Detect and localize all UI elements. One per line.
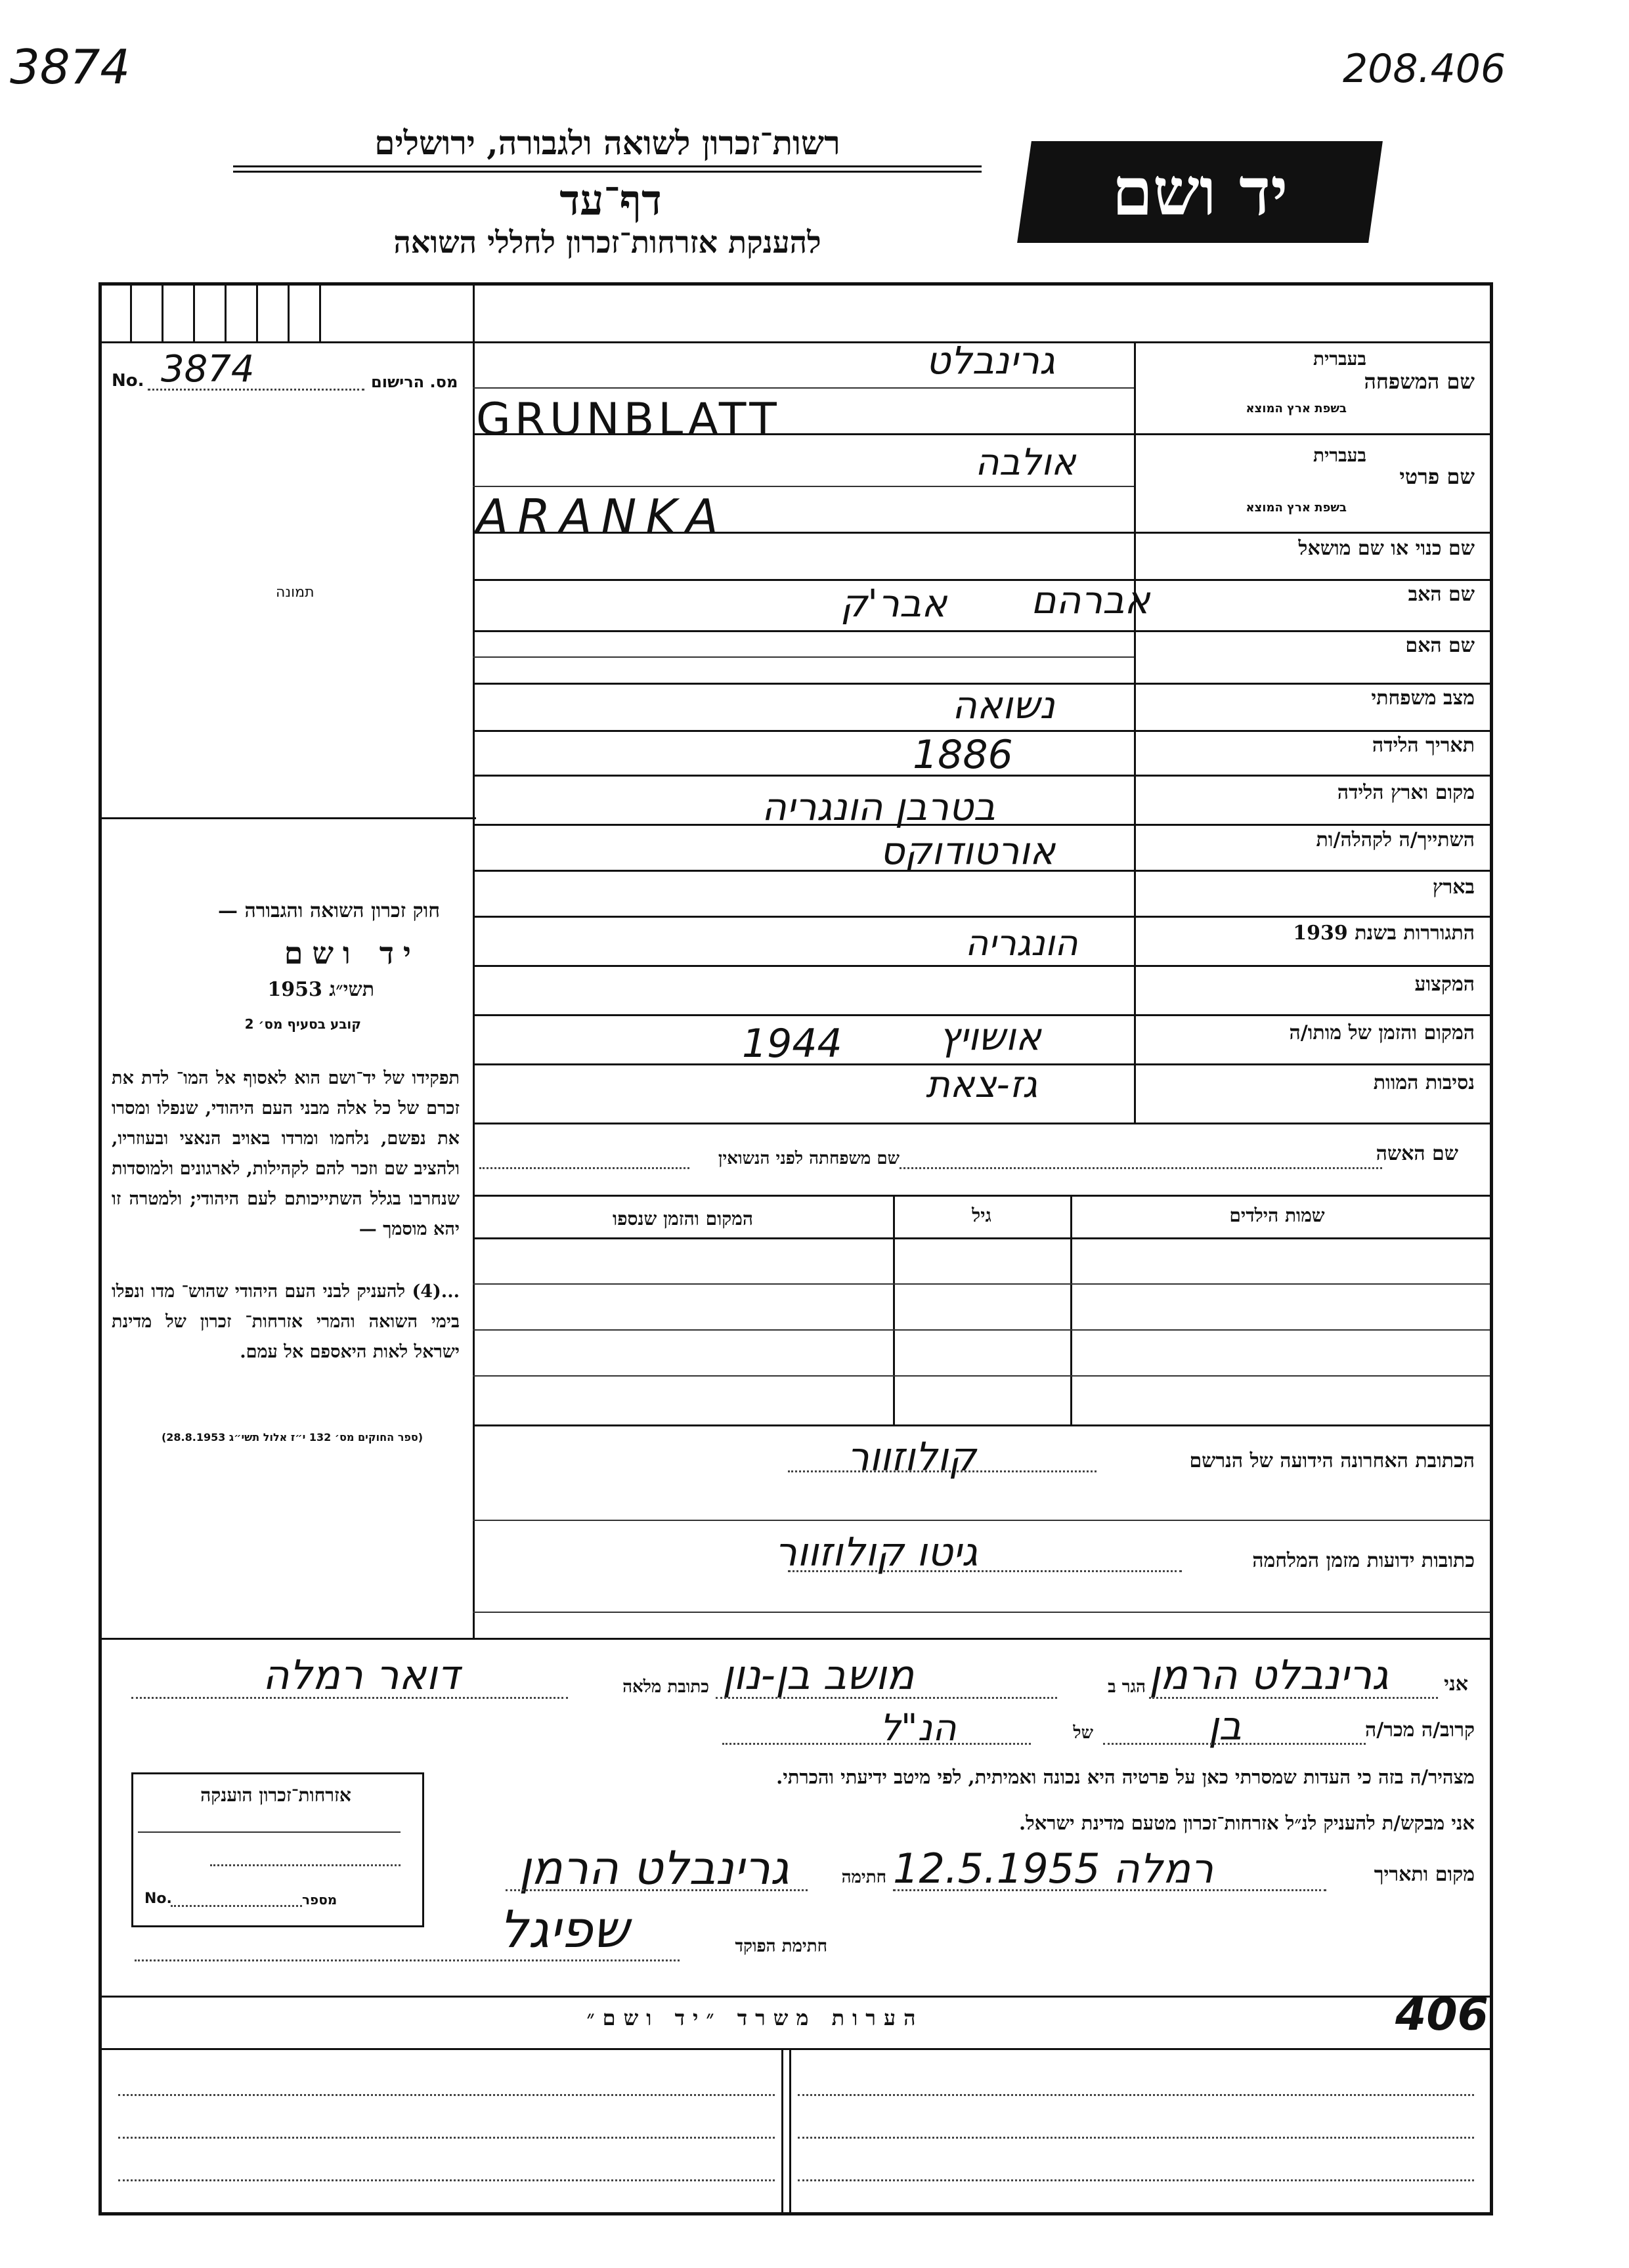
father-name-label: שם האב xyxy=(1408,583,1475,606)
war-address-label: כתובות ידועות מזמן המלחמה xyxy=(1252,1549,1475,1572)
place-date-label: מקום ותאריך xyxy=(1374,1863,1475,1886)
children-age-col: גיל xyxy=(972,1205,991,1226)
declarant-resides-label: הגר ב xyxy=(1108,1677,1146,1697)
country-label: בארץ xyxy=(1432,876,1475,899)
officer-signature-label: חתימת הפוקד xyxy=(735,1936,827,1956)
first-name-hebrew-value: אולבה xyxy=(975,441,1076,484)
place-date-value: רמלה 12.5.1955 xyxy=(893,1845,1214,1893)
full-address-label: כתובת מלאה xyxy=(622,1677,709,1697)
children-names-col: שמות הילדים xyxy=(1229,1205,1325,1226)
mother-name-label: שם האם xyxy=(1405,634,1475,657)
page-subtitle: להענקת אזרחות־זכרון לחללי השואה xyxy=(393,225,821,260)
registration-no-label: No. xyxy=(112,371,144,391)
declarant-place: מושב בן-נון xyxy=(722,1651,915,1699)
first-name-in-hebrew-label: בעברית xyxy=(1313,444,1366,466)
wife-name-label: שם האשה xyxy=(1376,1142,1458,1165)
family-name-in-hebrew-label: בעברית xyxy=(1313,348,1366,370)
birthdate-value: 1886 xyxy=(913,732,1013,778)
family-name-label: שם המשפחה xyxy=(1364,369,1475,394)
birthplace-value: בטרבן הונגריה xyxy=(762,784,996,829)
officer-signature-value: שפיגל xyxy=(499,1900,629,1959)
law-heading: חוק זכרון השואה והגבורה — xyxy=(218,899,440,922)
maiden-name-label: שם משפחתה לפני הנשואין xyxy=(718,1149,900,1168)
of-value: הנ"ל xyxy=(880,1707,957,1749)
declarant-name: גרינבלט הרמן xyxy=(1149,1651,1389,1699)
residence-1939-value: הונגריה xyxy=(965,922,1078,964)
profession-label: המקצוע xyxy=(1414,973,1475,996)
law-name: יד ושם xyxy=(284,935,420,971)
nickname-label: שם כנוי או שם מושאל xyxy=(1298,537,1475,560)
of-label: של xyxy=(1073,1723,1093,1743)
death-place-value: אושויץ xyxy=(939,1014,1041,1059)
law-paragraph-2: ...(4) להעניק לבני העם היהודי שהוש־ מדו ונפלו בימי השואה והמרי אזרחות־ זכרון של מדינת ישראל לאות היאספם אל עמם. xyxy=(112,1281,460,1362)
war-address-value: גיטו קולוזוור xyxy=(775,1530,978,1575)
law-year: תשי״ג 1953 xyxy=(267,978,374,1001)
first-name-latin-value: ARANKA xyxy=(476,489,728,544)
authority-line: רשות־זכרון לשואה ולגבורה, ירושלים xyxy=(374,123,840,162)
family-name-latin-value: GRUNBLATT xyxy=(476,394,781,446)
death-circumstances-value: גז-צאת xyxy=(926,1063,1038,1106)
page-title: דף־עד xyxy=(559,176,662,225)
residence-1939-label: התגוררות בשנת 1939 xyxy=(1293,922,1475,945)
stamp-box-title: אזרחות־זכרון הוענקה xyxy=(200,1784,351,1806)
family-name-hebrew-value: גרינבלט xyxy=(926,338,1055,383)
mother-name-value: אבר'ק xyxy=(840,581,947,626)
corner-right-number: 208.406 xyxy=(1343,46,1506,92)
last-address-label: הכתובת האחרונה הידועה של הנרשם xyxy=(1189,1449,1475,1472)
death-year-value: 1944 xyxy=(742,1021,842,1067)
stamp-box-number-label: מספר xyxy=(302,1892,337,1908)
yad-vashem-logo xyxy=(1017,141,1383,243)
declarant-i-label: אני xyxy=(1444,1673,1468,1696)
birthdate-label: תאריך הלידה xyxy=(1372,734,1475,757)
remarks-label: הערות משרד ״יד ושם״ xyxy=(586,2005,924,2030)
logo-text: יד ושם xyxy=(1112,153,1288,230)
stamp-box-no-label: No. xyxy=(144,1891,172,1907)
community-value: אורטודוקס xyxy=(880,828,1055,873)
law-paragraph-1: תפקידו של יד־ושם הוא לאסוף אל המו־ לדת את זכרם של כל אלה מבני העם היהודי, שנפלו ומסרו את נפשם, נלחמו ומרדו באויב הנאצי ובעוזריו, ולהציב שם וזכר להם לקהילות, לארגונים ולמוסדות שנחרבו בגלל השתייכותם לעם היהודי; ולמטרה זו יהא מוסמך — xyxy=(112,1068,460,1239)
marital-status-value: נשואה xyxy=(952,683,1055,727)
page-number: 406 xyxy=(1395,1989,1488,2041)
corner-left-number: 3874 xyxy=(10,39,131,95)
children-place-col: המקום והזמן שנספו xyxy=(613,1208,753,1230)
first-name-label: שם פרטי xyxy=(1399,464,1475,489)
law-citation: (ספר החוקים מס׳ 132 י״ז אלול תשי״ג 28.8.1953) xyxy=(161,1431,424,1444)
last-address-value: קולוזוור xyxy=(847,1434,976,1480)
photo-label: תמונה xyxy=(276,584,315,601)
birthplace-label: מקום וארץ הלידה xyxy=(1337,781,1475,804)
father-name-value: אברהם xyxy=(1031,578,1150,622)
signature-label: חתימה xyxy=(841,1868,886,1887)
declaration-text: מצהיר/ה בזה כי העדות שמסרתי כאן על פרטיה היא נכונה ואמיתית, לפי מיטב ידיעתי והכרתי. xyxy=(776,1766,1475,1788)
law-clause: קובע בסעיף מס׳ 2 xyxy=(244,1016,361,1032)
request-text: אני מבקש/ת להעניק לנ״ל אזרחות־זכרון מטעם מדינת ישראל. xyxy=(1019,1812,1475,1834)
death-circumstances-label: נסיבות המוות xyxy=(1373,1071,1475,1094)
death-place-time-label: המקום והזמן של מותו/ה xyxy=(1289,1021,1475,1044)
first-name-origin-lang-label: בשפת ארץ המוצא xyxy=(1246,501,1347,515)
community-label: השתייך/ה לקהלה/ות xyxy=(1316,828,1475,851)
declarant-address: דואר רמלה xyxy=(263,1651,460,1699)
registration-number: 3874 xyxy=(161,348,255,391)
registration-heb-label: מס. הרישום xyxy=(371,373,458,391)
marital-status-label: מצב משפחתי xyxy=(1371,687,1475,710)
relation-value: בן xyxy=(1208,1703,1242,1749)
family-name-origin-lang-label: בשפת ארץ המוצא xyxy=(1246,402,1347,416)
signature-value: גרינבלט הרמן xyxy=(519,1841,789,1895)
relation-label: קרוב/ה מכר/ה xyxy=(1365,1719,1475,1742)
